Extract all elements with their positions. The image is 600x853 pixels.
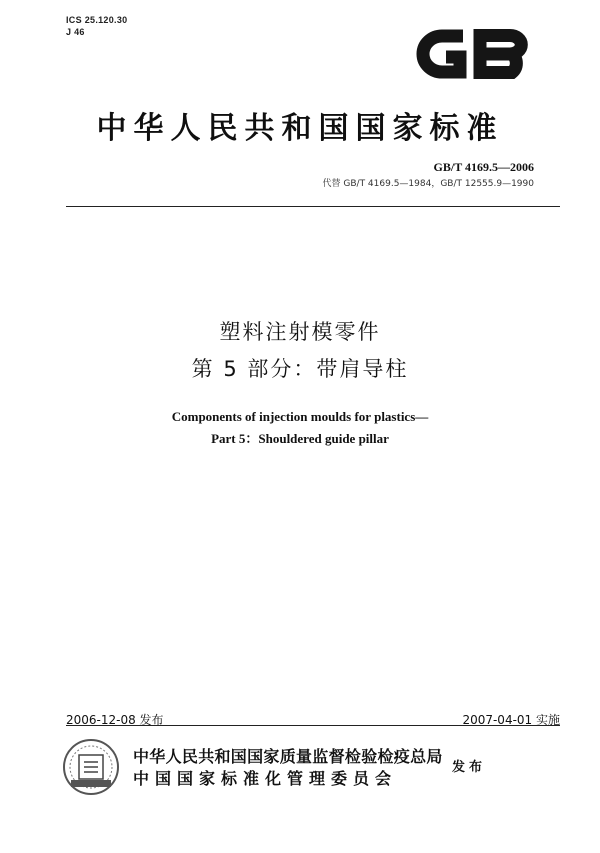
bottom-divider [66, 725, 560, 726]
title-english-line2: Part 5：Shouldered guide pillar [211, 431, 389, 446]
seal-icon [62, 738, 120, 796]
issue-date: 2006-12-08 发布 [66, 713, 164, 727]
ics-code: ICS 25.120.30 [66, 15, 128, 25]
publish-label: 发布 [452, 760, 487, 775]
standard-number: GB/T 4169.5—2006 [433, 160, 534, 174]
title-chinese-line2: 第 5 部分：带肩导柱 [191, 357, 409, 381]
national-standard-title: 中华人民共和国国家标准 [96, 111, 504, 146]
issuer-aqsiq: 中华人民共和国国家质量监督检验检疫总局 [133, 747, 443, 766]
title-chinese-line1: 塑料注射模零件 [219, 320, 381, 344]
ccs-code: J 46 [66, 27, 85, 37]
gb-logo [408, 20, 538, 88]
issuer-sac: 中国国家标准化管理委员会 [133, 769, 398, 788]
title-english-line1: Components of injection moulds for plastics— [171, 409, 429, 424]
top-divider [66, 206, 560, 207]
replaces-note: 代替 GB/T 4169.5—1984，GB/T 12555.9—1990 [322, 179, 534, 189]
implementation-date: 2007-04-01 实施 [462, 713, 560, 727]
